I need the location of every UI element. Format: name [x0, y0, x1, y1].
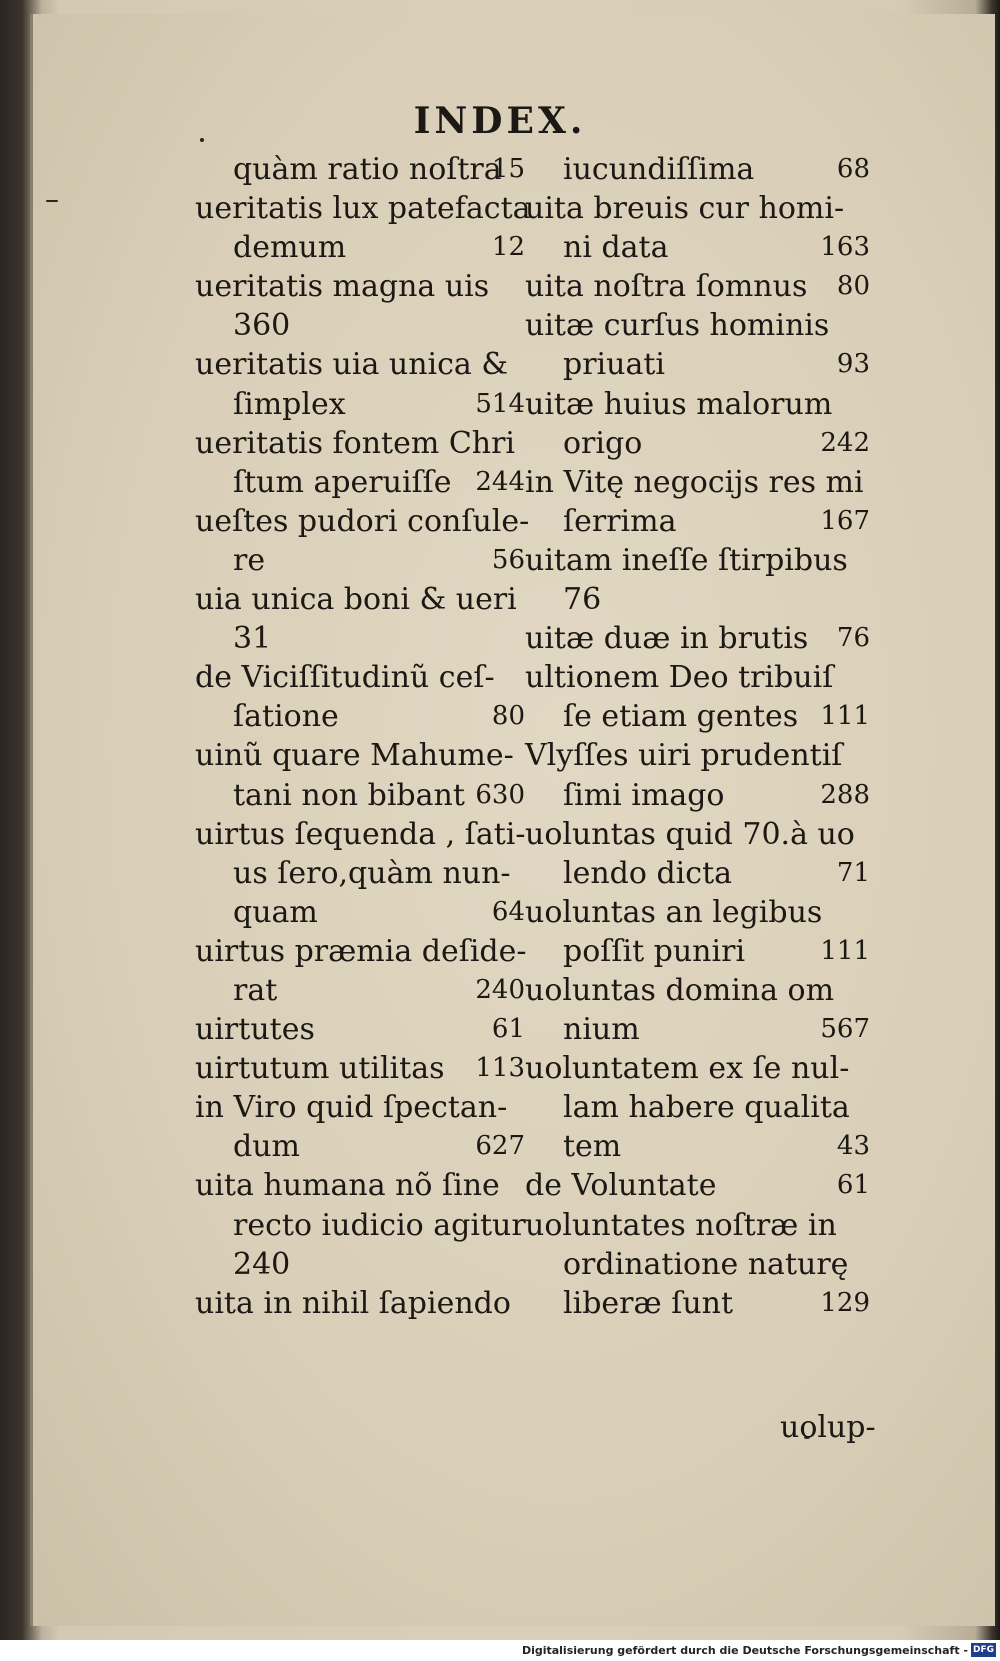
entry-text: uoluntas an legibus — [525, 894, 823, 930]
index-entry — [195, 424, 525, 463]
dfg-logo: DFG — [972, 1645, 994, 1655]
index-entry — [195, 815, 525, 854]
entry-page-number: 129 — [820, 1287, 870, 1318]
entry-text: iucundiſſima — [563, 152, 755, 187]
entry-page-number: 80 — [491, 701, 525, 732]
entry-text: nium — [563, 1012, 640, 1048]
index-entry — [525, 306, 870, 345]
index-entry — [525, 1284, 870, 1323]
entry-text: ſe etiam gentes — [563, 699, 799, 735]
entry-page-number: 240 — [475, 974, 525, 1005]
entry-text: ordinatione naturę — [563, 1246, 849, 1282]
page-heading: INDEX. — [413, 100, 587, 142]
entry-text: uoluntatem ex ſe nul- — [525, 1051, 850, 1087]
index-column-left — [195, 150, 531, 1323]
entry-text: uita humana nõ ſine — [195, 1168, 500, 1204]
index-entry — [525, 658, 870, 697]
entry-text: ueritatis uia unica & — [195, 347, 509, 383]
entry-text: ultionem Deo tribuiſ — [525, 660, 834, 696]
index-entry — [195, 697, 525, 736]
index-entry — [525, 1127, 870, 1166]
entry-text: uinũ quare Mahume- — [195, 738, 514, 774]
index-entry — [525, 502, 870, 541]
entry-page-number: 113 — [475, 1053, 525, 1084]
entry-text: 360 — [233, 308, 291, 344]
entry-text: ſtum aperuiſſe — [233, 464, 452, 500]
entry-page-number: 630 — [475, 779, 525, 810]
entry-text: priuati — [563, 347, 665, 383]
entry-text: ſerrima — [563, 503, 677, 539]
index-entry — [195, 932, 525, 971]
digitization-credit: Digitalisierung gefördert durch die Deutsche Forschungsgemeinschaft - — [521, 1644, 968, 1657]
entry-text: us ſero,quàm nun- — [233, 855, 511, 891]
index-entry — [195, 1206, 525, 1245]
index-entry — [195, 1166, 525, 1205]
entry-text: in Viro quid ſpectan- — [195, 1090, 508, 1126]
entry-text: rat — [233, 972, 278, 1008]
index-entry — [195, 1010, 525, 1049]
entry-page-number: 56 — [491, 544, 525, 575]
entry-page-number: 43 — [836, 1131, 870, 1162]
index-entry — [195, 776, 525, 815]
entry-text: uita breuis cur homi- — [525, 191, 845, 227]
entry-text: ni data — [563, 230, 669, 266]
entry-text: ſimplex — [233, 386, 346, 422]
entry-text: uirtutum utilitas — [195, 1051, 445, 1087]
index-entry — [195, 1088, 525, 1127]
index-entry — [195, 1127, 525, 1166]
index-entry — [195, 1049, 525, 1088]
index-entry — [195, 736, 525, 775]
index-entry — [525, 228, 870, 267]
entry-text: quam — [233, 894, 318, 930]
index-entry — [525, 1049, 870, 1088]
entry-text: ſatione — [233, 699, 339, 735]
entry-page-number: 627 — [475, 1131, 525, 1162]
index-entry — [195, 1284, 525, 1323]
index-entry — [525, 697, 870, 736]
entry-text: in Vitę negocijs res mi — [525, 464, 864, 500]
ink-speck — [46, 200, 58, 202]
entry-text: ueritatis fontem Chri — [195, 425, 516, 461]
index-column-right — [525, 150, 870, 1323]
index-entry — [525, 893, 870, 932]
index-entry — [195, 150, 525, 189]
entry-text: poſſit puniri — [563, 933, 746, 969]
index-entry — [195, 228, 525, 267]
index-entry — [525, 776, 870, 815]
entry-page-number: 71 — [836, 857, 870, 888]
index-entry — [525, 1206, 870, 1245]
entry-page-number: 76 — [836, 623, 870, 654]
entry-text: uitæ huius malorum — [525, 386, 833, 422]
index-entry — [525, 541, 870, 580]
entry-text: uoluntas domina om — [525, 972, 835, 1008]
entry-text: tem — [563, 1129, 622, 1165]
index-entry — [525, 1245, 870, 1284]
index-entry — [195, 619, 525, 658]
index-entry — [525, 345, 870, 384]
entry-text: uoluntates noſtræ in — [525, 1207, 837, 1243]
entry-text: uitæ duæ in brutis — [525, 621, 809, 657]
index-entry — [525, 854, 870, 893]
index-entry — [195, 893, 525, 932]
entry-page-number: 61 — [836, 1170, 870, 1201]
index-entry — [195, 541, 525, 580]
entry-page-number: 514 — [475, 388, 525, 419]
index-entry — [195, 854, 525, 893]
index-entry — [525, 932, 870, 971]
entry-text: lendo dicta — [563, 855, 733, 891]
entry-page-number: 15 — [491, 154, 525, 184]
entry-text: quàm ratio noſtra — [233, 152, 502, 187]
index-entry — [525, 971, 870, 1010]
entry-text: liberæ ſunt — [563, 1285, 734, 1321]
entry-text: uirtus præmia deſide- — [195, 933, 527, 969]
index-entry — [195, 580, 525, 619]
entry-page-number: 567 — [820, 1014, 870, 1045]
entry-text: ſimi imago — [563, 777, 725, 813]
entry-text: 76 — [563, 582, 602, 618]
index-entry — [525, 267, 870, 306]
index-entry — [195, 658, 525, 697]
entry-page-number: 61 — [491, 1014, 525, 1045]
entry-text: ueritatis lux patefacta — [195, 191, 531, 227]
index-entry — [195, 345, 525, 384]
entry-page-number: 167 — [820, 505, 870, 536]
index-entry — [525, 1088, 870, 1127]
entry-text: uitæ curſus hominis — [525, 308, 830, 344]
entry-text: uoluntas quid 70.à uo — [525, 816, 855, 852]
entry-text: uita in nihil ſapiendo — [195, 1285, 511, 1321]
index-entry — [195, 306, 525, 345]
index-entry — [195, 385, 525, 424]
index-entry — [195, 189, 531, 228]
entry-page-number: 93 — [836, 349, 870, 380]
entry-text: uirtutes — [195, 1012, 315, 1048]
entry-text: uia unica boni & ueri — [195, 582, 517, 618]
entry-page-number: 111 — [820, 701, 870, 732]
index-entry — [525, 1010, 870, 1049]
entry-text: lam habere qualita — [563, 1090, 850, 1126]
entry-text: origo — [563, 425, 643, 461]
entry-text: uita noſtra ſomnus — [525, 269, 808, 305]
index-entry — [195, 971, 525, 1010]
entry-page-number: 163 — [820, 232, 870, 263]
entry-text: tani non bibant — [233, 777, 465, 813]
entry-page-number: 288 — [820, 779, 870, 810]
entry-text: 240 — [233, 1246, 291, 1282]
index-entry — [525, 580, 870, 619]
index-entry — [195, 1245, 525, 1284]
entry-page-number: 12 — [491, 232, 525, 263]
entry-text: uitam ineſſe ſtirpibus — [525, 542, 848, 578]
entry-text: re — [233, 542, 266, 578]
index-entry — [525, 815, 870, 854]
index-entry — [525, 150, 870, 189]
index-entry — [195, 267, 525, 306]
index-entry — [525, 463, 870, 502]
index-entry — [525, 424, 870, 463]
entry-text: de Viciſſitudinũ ceſ- — [195, 660, 495, 696]
entry-page-number: 68 — [836, 154, 870, 184]
entry-text: uirtus ſequenda , ſati- — [195, 816, 526, 852]
entry-page-number: 80 — [836, 271, 870, 302]
index-entry — [525, 385, 870, 424]
entry-text: Vlyſſes uiri prudentiſ — [525, 738, 843, 774]
entry-text: ueritatis magna uis — [195, 269, 490, 305]
entry-text: 31 — [233, 621, 272, 657]
index-entry — [525, 619, 870, 658]
entry-text: dum — [233, 1129, 300, 1165]
entry-page-number: 64 — [491, 896, 525, 927]
entry-text: recto iudicio agitur — [233, 1207, 526, 1243]
index-entry — [195, 502, 530, 541]
index-entry — [195, 463, 525, 502]
entry-page-number: 111 — [820, 935, 870, 966]
entry-page-number: 242 — [820, 427, 870, 458]
index-entry — [525, 189, 870, 228]
index-entry — [525, 1166, 870, 1205]
entry-text: de Voluntate — [525, 1168, 717, 1204]
entry-text: demum — [233, 230, 347, 266]
entry-text: ueſtes pudori conſule- — [195, 503, 530, 539]
catchword: uolup- — [780, 1410, 876, 1445]
entry-page-number: 244 — [475, 466, 525, 497]
index-entry — [525, 736, 870, 775]
